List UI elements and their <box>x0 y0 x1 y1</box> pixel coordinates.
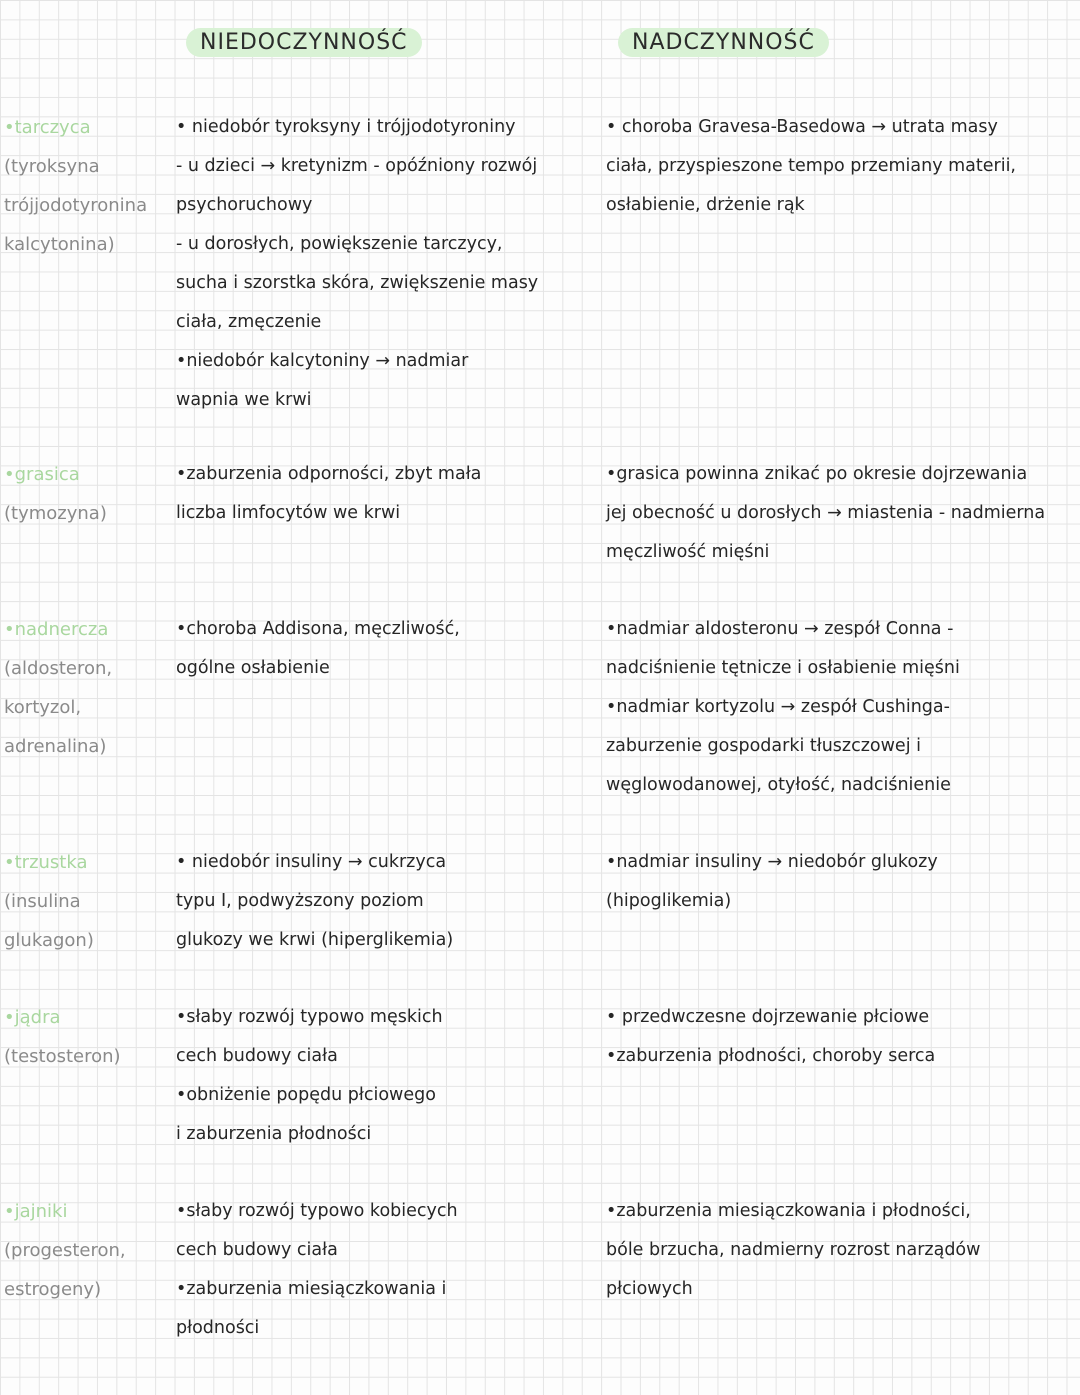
hormone-line: (progesteron, <box>4 1240 126 1261</box>
hypofunction-text-line: płodności <box>176 1318 260 1338</box>
hypofunction-text-line: •zaburzenia miesiączkowania i <box>176 1279 447 1299</box>
gland-name: •nadnercza <box>4 619 109 640</box>
hyperfunction-text <box>606 998 935 1076</box>
hyperfunction-text-line: bóle brzucha, nadmierny rozrost narządów <box>606 1240 981 1260</box>
hypofunction-text-line: • niedobór tyroksyny i trójjodotyroniny <box>176 117 516 137</box>
hormone-line: (aldosteron, <box>4 658 113 679</box>
hypofunction-text <box>176 843 453 960</box>
hypofunction-text-line: - u dorosłych, powiększenie tarczycy, <box>176 234 503 254</box>
hypofunction-text-line: •słaby rozwój typowo kobiecych <box>176 1201 458 1221</box>
hyperfunction-text-line: (hipoglikemia) <box>606 891 732 911</box>
hyperfunction-text <box>606 1192 980 1309</box>
gland-name: •trzustka <box>4 852 88 873</box>
hormone-line: (insulina <box>4 891 81 912</box>
hypofunction-text-line: •zaburzenia odporności, zbyt mała <box>176 464 482 484</box>
hypofunction-text-line: cech budowy ciała <box>176 1046 338 1066</box>
hormone-line: adrenalina) <box>4 736 107 757</box>
header-hypofunction: NIEDOCZYNNOŚĆ <box>186 28 422 57</box>
hormone-line: (tyroksyna <box>4 156 100 177</box>
hypofunction-text-line: •niedobór kalcytoniny → nadmiar <box>176 351 469 371</box>
hypofunction-text-line: •choroba Addisona, męczliwość, <box>176 619 460 639</box>
hypofunction-text-line: glukozy we krwi (hiperglikemia) <box>176 930 454 950</box>
header-hyperfunction: NADCZYNNOŚĆ <box>618 28 829 57</box>
hypofunction-text <box>176 998 443 1154</box>
hyperfunction-text <box>606 455 1045 572</box>
hypofunction-text <box>176 1192 458 1348</box>
hormone-line: (tymozyna) <box>4 503 107 524</box>
hypofunction-text-line: i zaburzenia płodności <box>176 1124 372 1144</box>
hyperfunction-text-line: •nadmiar aldosteronu → zespół Conna - <box>606 619 954 639</box>
hypofunction-text-line: wapnia we krwi <box>176 390 312 410</box>
gland-label <box>4 455 164 533</box>
hyperfunction-text-line: • przedwczesne dojrzewanie płciowe <box>606 1007 930 1027</box>
hyperfunction-text-line: płciowych <box>606 1279 693 1299</box>
gland-label <box>4 998 164 1076</box>
hyperfunction-text <box>606 843 938 921</box>
hypofunction-text-line: cech budowy ciała <box>176 1240 338 1260</box>
hypofunction-text-line: • niedobór insuliny → cukrzyca <box>176 852 447 872</box>
hyperfunction-text <box>606 108 1016 225</box>
hyperfunction-text-line: •grasica powinna znikać po okresie dojrzewania <box>606 464 1028 484</box>
hypofunction-text <box>176 455 481 533</box>
hyperfunction-text-line: ciała, przyspieszone tempo przemiany materii, <box>606 156 1016 176</box>
hormone-line: glukagon) <box>4 930 94 951</box>
hypofunction-text-line: ogólne osłabienie <box>176 658 330 678</box>
hypofunction-text-line: ciała, zmęczenie <box>176 312 322 332</box>
hyperfunction-text-line: • choroba Gravesa-Basedowa → utrata masy <box>606 117 998 137</box>
hormone-line: estrogeny) <box>4 1279 102 1300</box>
gland-name: •tarczyca <box>4 117 91 138</box>
gland-name: •jajniki <box>4 1201 68 1222</box>
hormone-line: trójjodotyronina <box>4 195 148 216</box>
hypofunction-text-line: •słaby rozwój typowo męskich <box>176 1007 443 1027</box>
hyperfunction-text-line: zaburzenie gospodarki tłuszczowej i <box>606 736 921 756</box>
hyperfunction-text-line: jej obecność u dorosłych → miastenia - nadmierna <box>606 503 1046 523</box>
hyperfunction-text-line: •zaburzenia płodności, choroby serca <box>606 1046 936 1066</box>
hyperfunction-text-line: węglowodanowej, otyłość, nadciśnienie <box>606 775 951 795</box>
hypofunction-text <box>176 108 538 420</box>
hormone-line: kortyzol, <box>4 697 82 718</box>
hyperfunction-text-line: •zaburzenia miesiączkowania i płodności, <box>606 1201 971 1221</box>
hormone-line: (testosteron) <box>4 1046 121 1067</box>
gland-label <box>4 108 164 264</box>
hypofunction-text-line: typu I, podwyższony poziom <box>176 891 424 911</box>
hormone-line: kalcytonina) <box>4 234 115 255</box>
hypofunction-text <box>176 610 460 688</box>
gland-name: •jądra <box>4 1007 61 1028</box>
hyperfunction-text <box>606 610 960 805</box>
gland-name: •grasica <box>4 464 80 485</box>
hypofunction-text-line: - u dzieci → kretynizm - opóźniony rozwój <box>176 156 538 176</box>
hypofunction-text-line: liczba limfocytów we krwi <box>176 503 401 523</box>
gland-label <box>4 610 164 766</box>
gland-label <box>4 843 164 960</box>
hyperfunction-text-line: osłabienie, drżenie rąk <box>606 195 805 215</box>
hyperfunction-text-line: nadciśnienie tętnicze i osłabienie mięśni <box>606 658 960 678</box>
gland-label <box>4 1192 164 1309</box>
hyperfunction-text-line: męczliwość mięśni <box>606 542 770 562</box>
hyperfunction-text-line: •nadmiar insuliny → niedobór glukozy <box>606 852 938 872</box>
hypofunction-text-line: psychoruchowy <box>176 195 313 215</box>
hypofunction-text-line: sucha i szorstka skóra, zwiększenie masy <box>176 273 539 293</box>
hyperfunction-text-line: •nadmiar kortyzolu → zespół Cushinga- <box>606 697 950 717</box>
hypofunction-text-line: •obniżenie popędu płciowego <box>176 1085 436 1105</box>
